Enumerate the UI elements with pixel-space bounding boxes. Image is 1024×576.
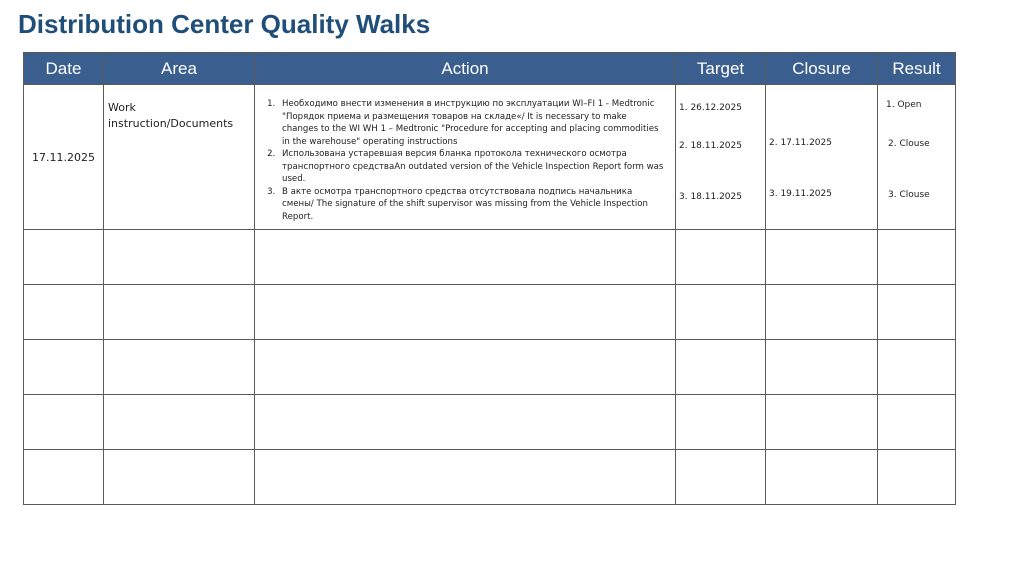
empty-cell bbox=[255, 450, 676, 505]
empty-cell bbox=[104, 230, 255, 285]
empty-cell bbox=[104, 450, 255, 505]
header-closure: Closure bbox=[766, 53, 878, 85]
quality-walks-table bbox=[23, 52, 956, 505]
action-cell bbox=[255, 85, 676, 230]
closure-date: 3. 19.11.2025 bbox=[769, 189, 832, 199]
empty-cell bbox=[676, 230, 766, 285]
empty-cell bbox=[766, 285, 878, 340]
header-result: Result bbox=[878, 53, 956, 85]
action-list bbox=[255, 85, 675, 223]
empty-cell bbox=[878, 395, 956, 450]
empty-cell bbox=[766, 395, 878, 450]
closure-cell bbox=[766, 85, 878, 230]
empty-cell bbox=[676, 340, 766, 395]
empty-cell bbox=[878, 340, 956, 395]
result-status: 3. Clouse bbox=[888, 190, 930, 200]
header-area: Area bbox=[104, 53, 255, 85]
empty-cell bbox=[255, 395, 676, 450]
target-date: 2. 18.11.2025 bbox=[679, 141, 742, 151]
empty-cell bbox=[104, 340, 255, 395]
empty-cell bbox=[24, 230, 104, 285]
empty-cell bbox=[104, 395, 255, 450]
empty-cell bbox=[24, 340, 104, 395]
empty-cell bbox=[255, 340, 676, 395]
action-item: 3. В акте осмотра транспортного средства отсутствовала подпись начальника смены/ The signature of the shift supervisor was missing from the Vehicle Inspection Report. bbox=[278, 186, 665, 224]
target-date: 1. 26.12.2025 bbox=[679, 103, 742, 113]
empty-cell bbox=[255, 230, 676, 285]
header-action: Action bbox=[255, 53, 676, 85]
header-target: Target bbox=[676, 53, 766, 85]
empty-cell bbox=[676, 395, 766, 450]
table-row bbox=[24, 85, 956, 230]
result-status: 2. Clouse bbox=[888, 139, 930, 149]
empty-cell bbox=[766, 230, 878, 285]
header-date: Date bbox=[24, 53, 104, 85]
table-row-empty bbox=[24, 340, 956, 395]
empty-cell bbox=[24, 450, 104, 505]
target-cell bbox=[676, 85, 766, 230]
empty-cell bbox=[878, 285, 956, 340]
empty-cell bbox=[24, 395, 104, 450]
page-title: Distribution Center Quality Walks bbox=[18, 9, 431, 39]
action-item: 1. Необходимо внести изменения в инструкцию по эксплуатации WI–FI 1 - Medtronic "Порядок приема и размещения товаров на складе«/ It is necessary to make changes to the WI WH 1 – Medtronic "Procedure for accepting and placing commodities in the warehouse" operating instructions bbox=[278, 98, 665, 148]
area-text: Work instruction/Documents bbox=[108, 101, 234, 130]
table-row-empty bbox=[24, 230, 956, 285]
result-cell bbox=[878, 85, 956, 230]
empty-cell bbox=[766, 450, 878, 505]
empty-cell bbox=[676, 450, 766, 505]
area-cell bbox=[104, 85, 255, 230]
table-row-empty bbox=[24, 285, 956, 340]
result-status: 1. Open bbox=[886, 100, 922, 110]
table-header-row bbox=[24, 53, 956, 85]
empty-cell bbox=[878, 230, 956, 285]
action-item: 2. Использована устаревшая версия бланка протокола технического осмотра транспортного средстваAn outdated version of the Vehicle Inspection Report form was used. bbox=[278, 148, 665, 186]
empty-cell bbox=[676, 285, 766, 340]
empty-cell bbox=[24, 285, 104, 340]
table-row-empty bbox=[24, 395, 956, 450]
table-row-empty bbox=[24, 450, 956, 505]
closure-date: 2. 17.11.2025 bbox=[769, 138, 832, 148]
target-date: 3. 18.11.2025 bbox=[679, 192, 742, 202]
empty-cell bbox=[255, 285, 676, 340]
empty-cell bbox=[104, 285, 255, 340]
empty-cell bbox=[766, 340, 878, 395]
empty-cell bbox=[878, 450, 956, 505]
date-cell: 17.11.2025 bbox=[24, 85, 104, 230]
